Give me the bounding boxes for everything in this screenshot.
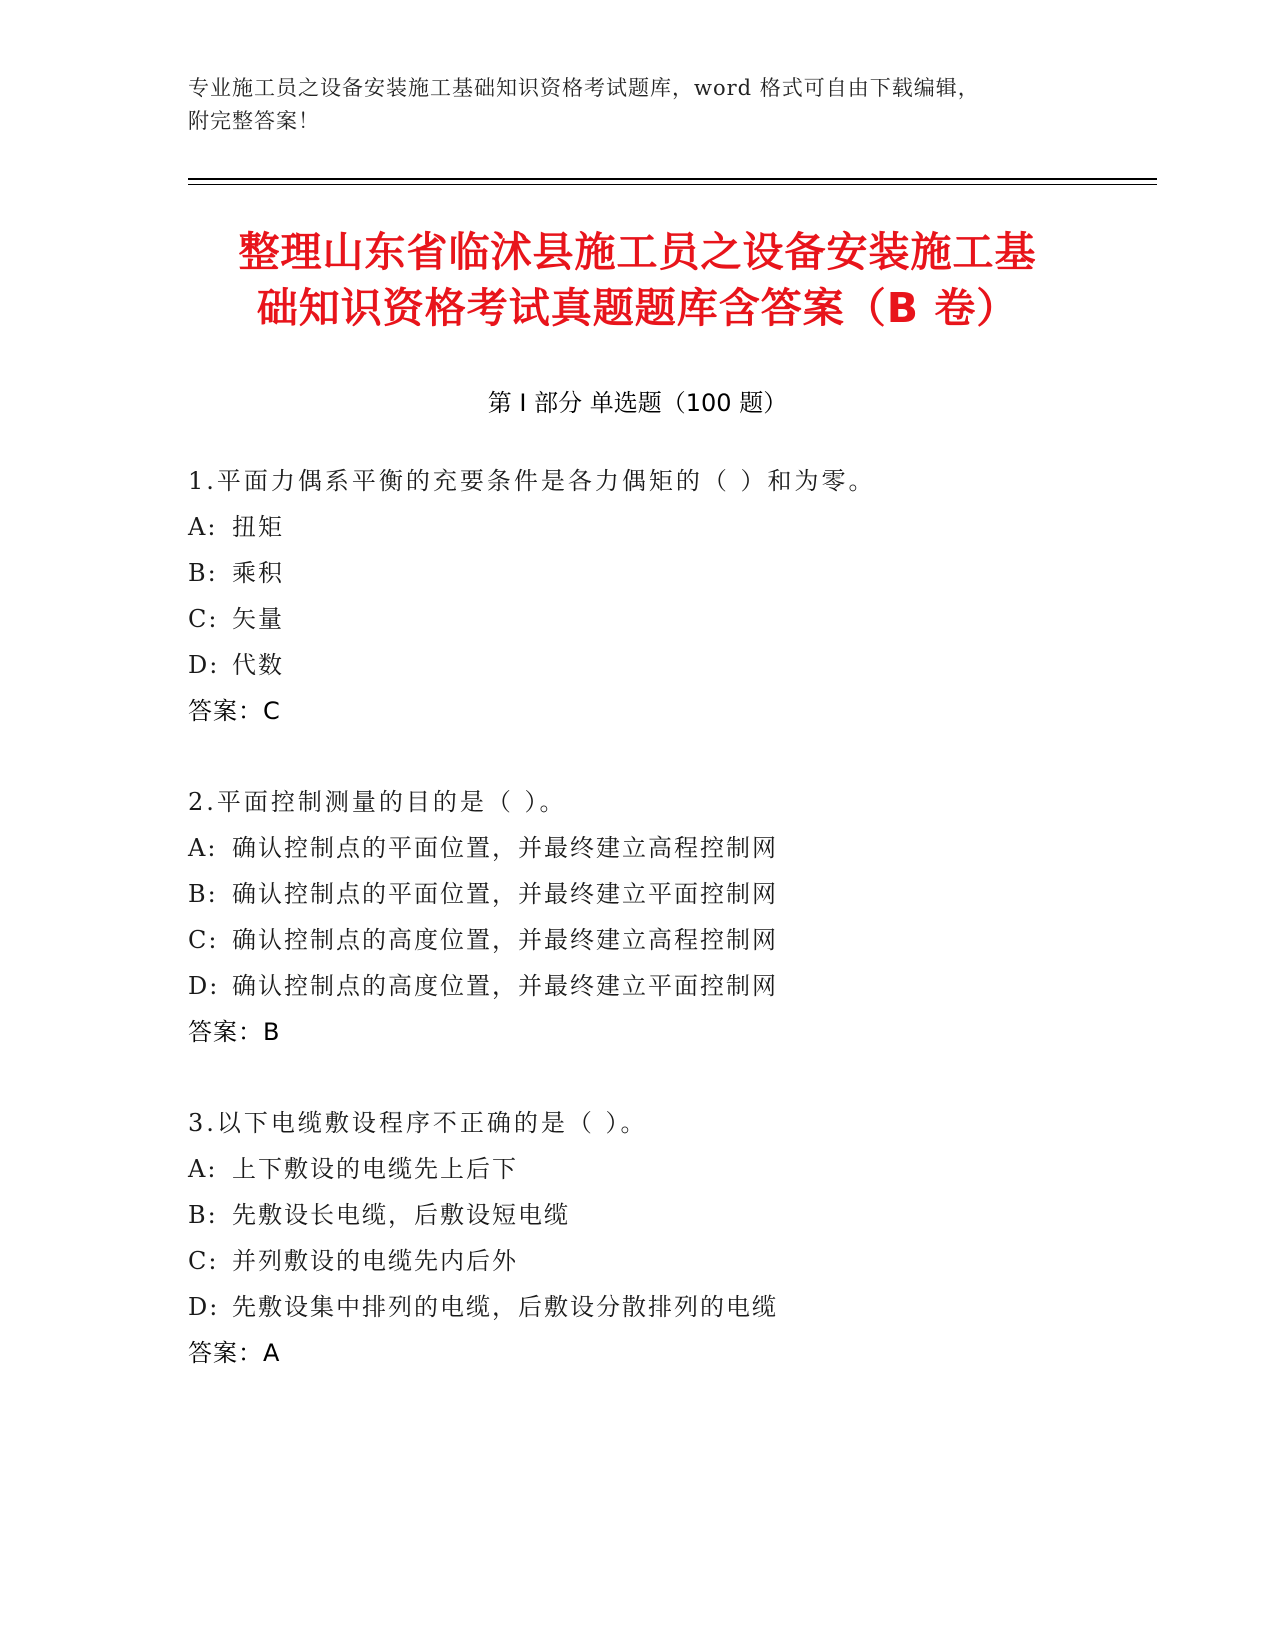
document-title-line-2: 础知识资格考试真题题库含答案（B 卷） — [256, 284, 1019, 332]
header-divider-thick — [188, 178, 1157, 180]
option-letter: A: — [188, 1155, 218, 1183]
option-letter: B: — [188, 880, 218, 908]
option-a — [188, 504, 1088, 550]
section-title: 第 I 部分 单选题（100 题） — [487, 389, 788, 417]
option-d — [188, 642, 1088, 688]
question-2 — [188, 779, 1088, 1055]
header-note — [188, 72, 1068, 138]
option-text: 扭矩 — [232, 513, 284, 541]
option-text: 确认控制点的高度位置，并最终建立平面控制网 — [232, 972, 778, 1000]
answer-line: 答案：B — [188, 1018, 281, 1046]
option-c — [188, 1238, 1088, 1284]
option-letter: D: — [188, 972, 220, 1000]
option-letter: C: — [188, 926, 219, 954]
document-title — [150, 224, 1125, 336]
option-text: 并列敷设的电缆先内后外 — [232, 1247, 518, 1275]
option-c — [188, 596, 1088, 642]
option-letter: C: — [188, 1247, 219, 1275]
option-text: 确认控制点的平面位置，并最终建立平面控制网 — [232, 880, 778, 908]
option-text: 先敷设集中排列的电缆，后敷设分散排列的电缆 — [232, 1293, 778, 1321]
option-letter: B: — [188, 559, 218, 587]
answer-line: 答案：A — [188, 1339, 281, 1367]
header-note-line-2: 附完整答案！ — [188, 109, 320, 133]
option-text: 上下敷设的电缆先上后下 — [232, 1155, 518, 1183]
option-b — [188, 550, 1088, 596]
header-note-line-1: 专业施工员之设备安装施工基础知识资格考试题库，word 格式可自由下载编辑， — [188, 76, 980, 100]
question-stem: 1.平面力偶系平衡的充要条件是各力偶矩的（ ）和为零。 — [188, 467, 876, 495]
option-letter: D: — [188, 1293, 220, 1321]
option-letter: D: — [188, 651, 220, 679]
option-d — [188, 963, 1088, 1009]
question-stem: 3.以下电缆敷设程序不正确的是（ ）。 — [188, 1109, 648, 1137]
question-1 — [188, 458, 1088, 734]
option-c — [188, 917, 1088, 963]
document-title-line-1: 整理山东省临沭县施工员之设备安装施工基 — [238, 228, 1037, 276]
option-b — [188, 871, 1088, 917]
option-text: 乘积 — [232, 559, 284, 587]
option-text: 矢量 — [232, 605, 284, 633]
option-d — [188, 1284, 1088, 1330]
option-text: 先敷设长电缆，后敷设短电缆 — [232, 1201, 570, 1229]
question-stem: 2.平面控制测量的目的是（ ）。 — [188, 788, 567, 816]
option-a — [188, 1146, 1088, 1192]
option-letter: A: — [188, 834, 218, 862]
option-letter: C: — [188, 605, 219, 633]
option-text: 确认控制点的高度位置，并最终建立高程控制网 — [232, 926, 778, 954]
option-letter: B: — [188, 1201, 218, 1229]
option-b — [188, 1192, 1088, 1238]
question-3 — [188, 1100, 1088, 1376]
option-text: 代数 — [232, 651, 284, 679]
option-letter: A: — [188, 513, 218, 541]
answer-line: 答案：C — [188, 697, 281, 725]
option-text: 确认控制点的平面位置，并最终建立高程控制网 — [232, 834, 778, 862]
option-a — [188, 825, 1088, 871]
header-divider-thin — [188, 184, 1157, 185]
